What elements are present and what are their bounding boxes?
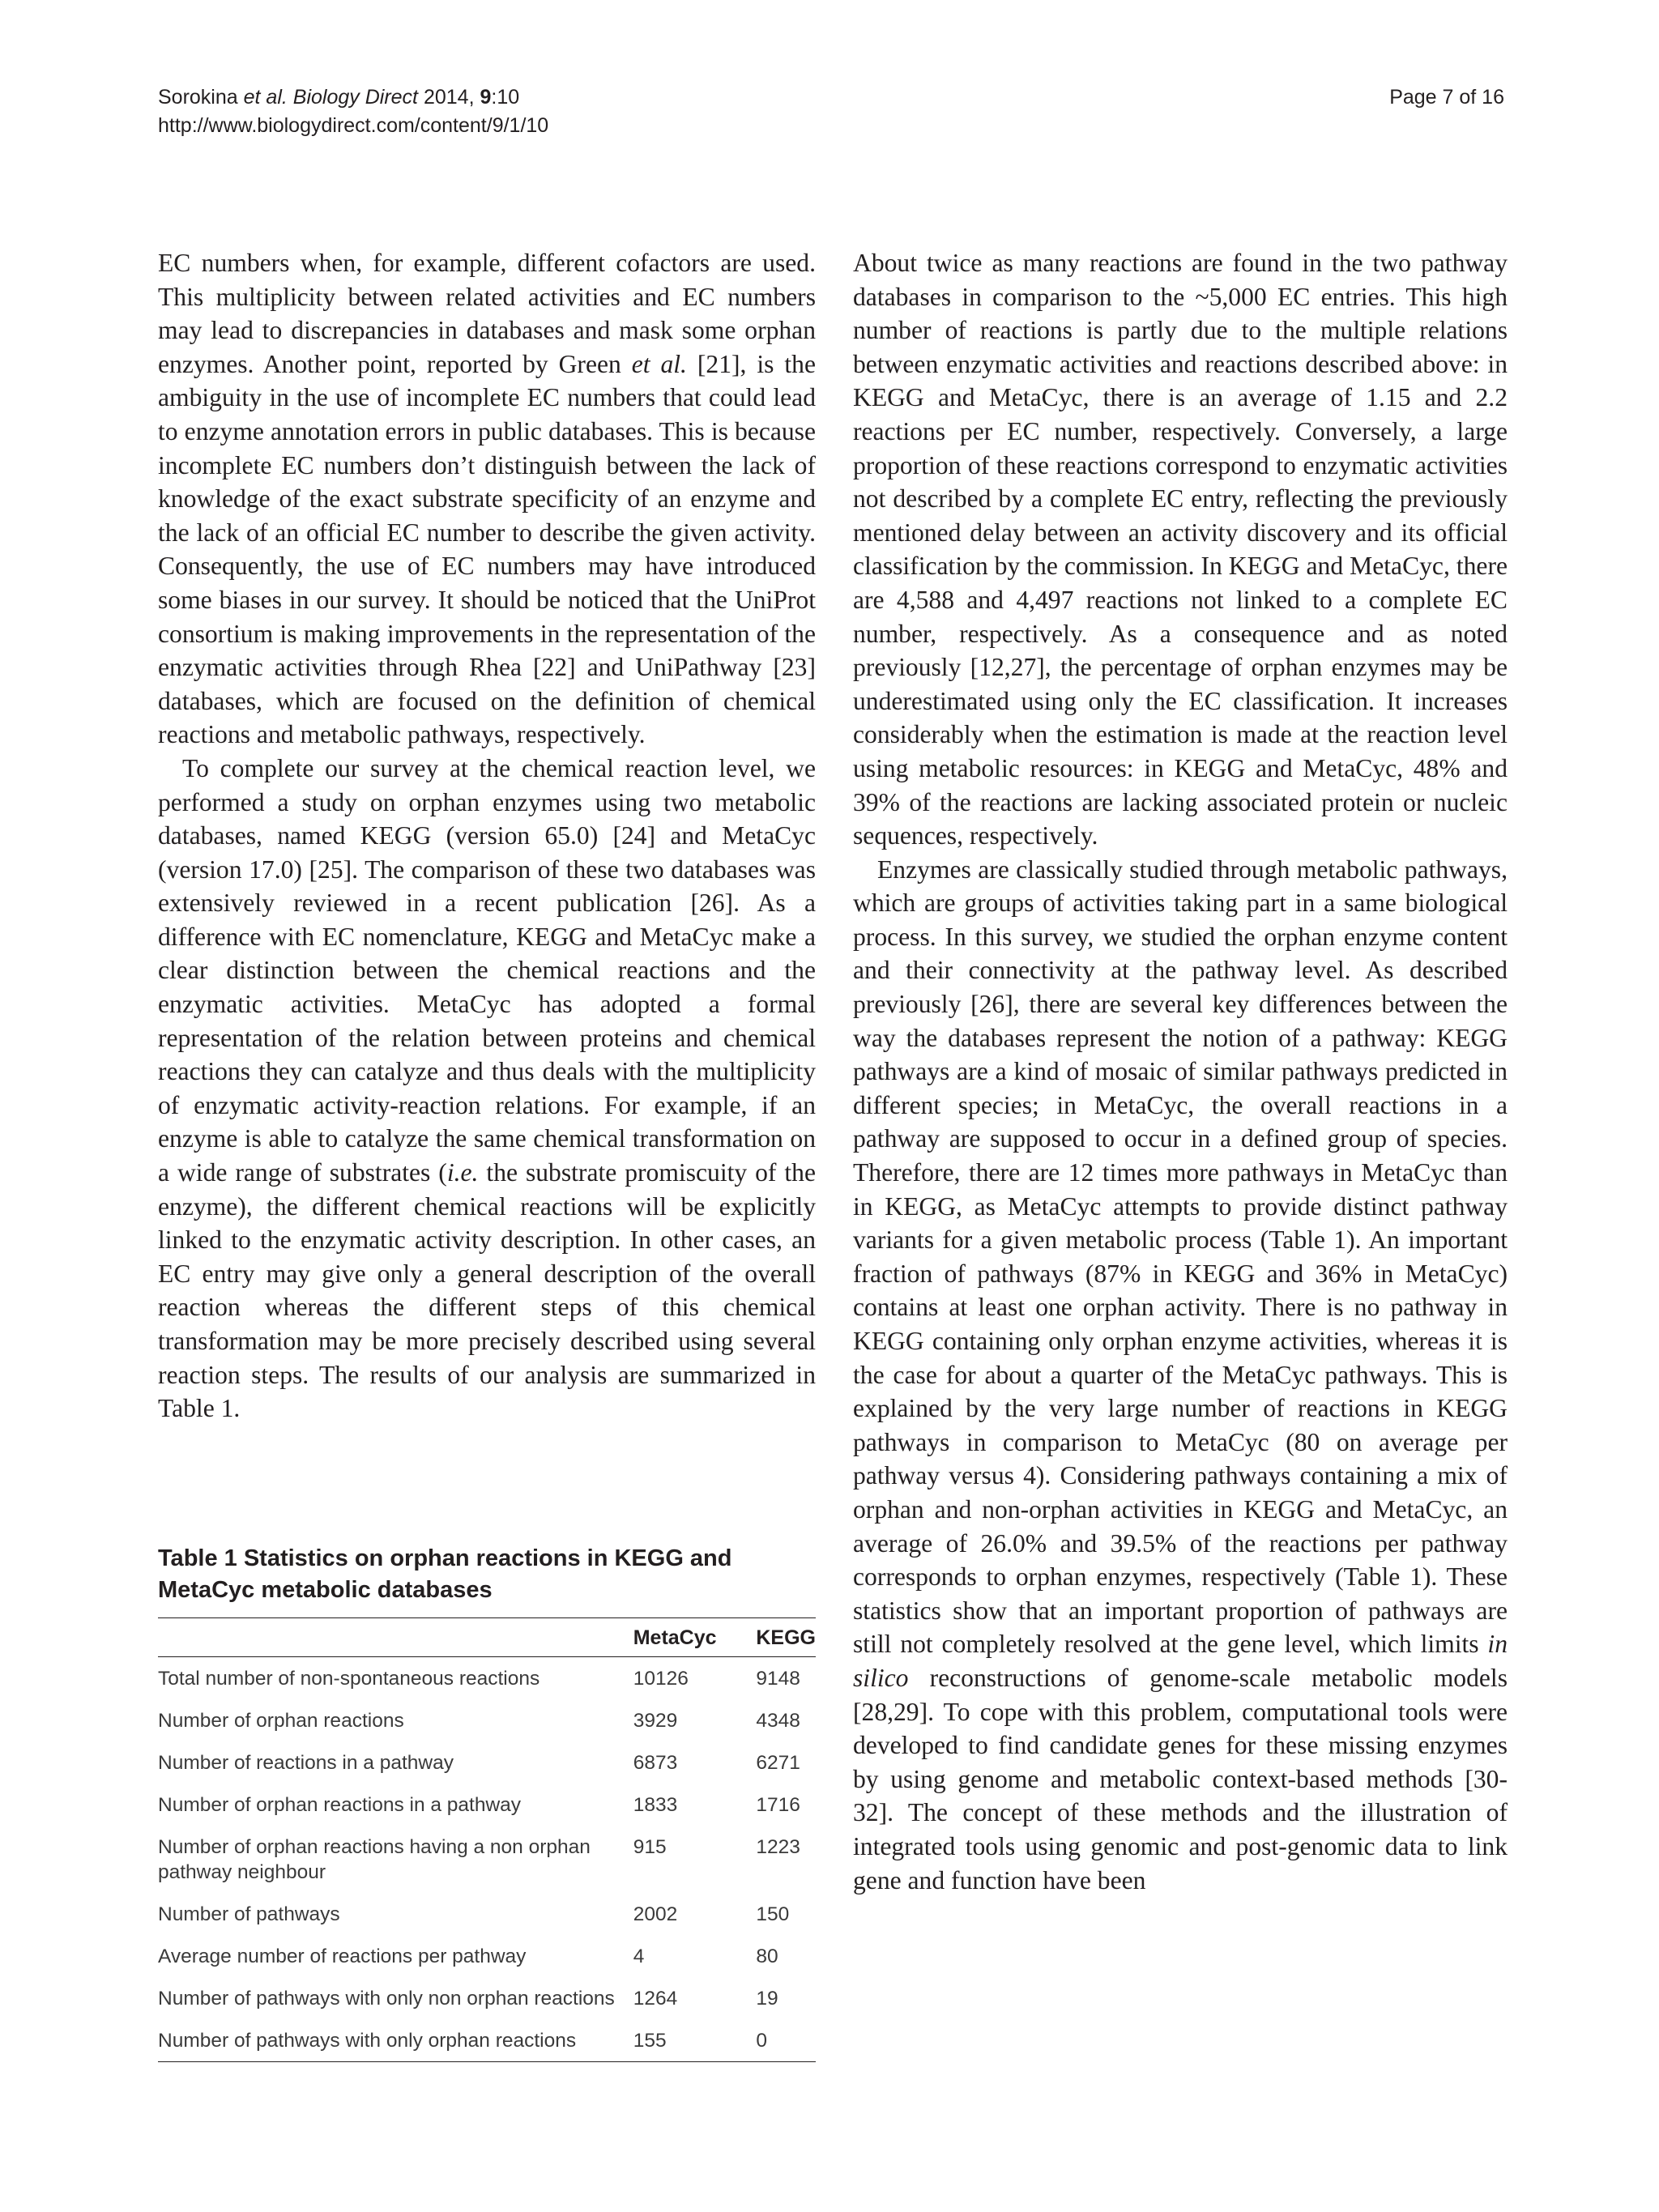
kegg-value: 19 [756,1988,778,2010]
table-row [158,1826,816,1893]
kegg-value: 150 [756,1903,790,1925]
metacyc-value: 10126 [633,1668,689,1690]
right-paragraph-1: About twice as many reactions are found in the two pathway databases in comparison to the ~5,000 EC entries. This high number of reactions is partly due to the multiple relations between enzymatic activities and reactions described above: in KEGG and MetaCyc, there is an average of 1.15 and 2.2 reactions per EC number, respectively. Conversely, a large proportion of these reactions correspond to enzymatic activities not described by a complete EC entry, reflecting the previously mentioned delay between an activity discovery and its official classification by the commission. In KEGG and MetaCyc, there are 4,588 and 4,497 reactions not linked to a complete EC number, respectively. As a consequence and as noted previously [12,27], the percentage of orphan enzymes may be underestimated using only the EC classification. It increases considerably when the estimation is made at the reaction level using metabolic resources: in KEGG and MetaCyc, 48% and 39% of the reactions are lacking associated protein or nucleic sequences, respectively. [853,249,1508,850]
row-label: Number of pathways [158,1903,340,1925]
kegg-value: 80 [756,1946,778,1967]
text-run: [21], is the ambiguity in the use of incomplete EC numbers that could lead to enzyme annotation errors in public databases. This is because incomplete EC numbers don’t distinguish between the lack of knowledge of the exact substrate specificity of an enzyme and the lack of an official EC number to describe the given activity. Consequently, the use of EC numbers may have introduced some biases in our survey. It should be noticed that the UniProt consortium is making improvements in the representation of the enzymatic activities through Rhea [22] and UniPathway [23] databases, which are focused on the definition of chemical reactions and metabolic pathways, respectively. [158,349,816,749]
kegg-value: 9148 [756,1668,800,1690]
kegg-value: 4348 [756,1710,800,1732]
text-run-italic: et al. [631,349,687,378]
volume: 9 [480,86,492,109]
kegg-value: 1716 [756,1794,800,1816]
metacyc-value: 155 [633,2019,757,2062]
table-row [158,1741,816,1784]
metacyc-value: 1833 [633,1794,678,1816]
header-kegg: KEGG [756,1618,816,1657]
kegg-value: 1223 [756,1836,800,1858]
table-row [158,1977,816,2019]
left-paragraph-2 [158,752,816,1426]
table-1 [158,1543,816,2062]
year: 2014, [423,86,475,109]
et-al: et al. [243,86,288,109]
citation-line [158,83,548,112]
right-paragraph-2 [853,853,1508,1897]
table-row [158,1893,816,1935]
row-label: Number of reactions in a pathway [158,1752,454,1774]
table-row [158,1699,816,1741]
table-row [158,1784,816,1826]
left-column [158,246,816,1426]
citation [158,83,548,140]
metacyc-value: 3929 [633,1710,678,1732]
text-run-italic: in silico [853,1630,1508,1692]
table-header-row [158,1618,816,1657]
table-row [158,1657,816,1700]
article-number: :10 [491,86,520,109]
row-label: Total number of non-spontaneous reactions [158,1668,540,1690]
header-metacyc: MetaCyc [633,1618,757,1657]
table-caption: Table 1 Statistics on orphan reactions in KEGG and MetaCyc metabolic databases [158,1545,732,1603]
metacyc-value: 6873 [633,1752,678,1774]
right-column [853,246,1508,1897]
row-label: Number of orphan reactions in a pathway [158,1794,522,1816]
metacyc-value: 915 [633,1836,667,1858]
text-run: To complete our survey at the chemical reaction level, we performed a study on orphan enzymes using two metabolic databases, named KEGG (version 65.0) [24] and MetaCyc (version 17.0) [25]. The comparison of these two databases was extensively reviewed in a recent publication [26]. As a difference with EC nomenclature, KEGG and MetaCyc make a clear distinction between the chemical reactions and the enzymatic activities. MetaCyc has adopted a formal representation of the relation between proteins and chemical reactions they can catalyze and thus deals with the multiplicity of enzymatic activity-reaction relations. For example, if an enzyme is able to catalyze the same chemical transformation on a wide range of substrates ( [158,753,816,1187]
text-run: EC numbers when, for example, different cofactors are used. This multiplicity between related activities and EC numbers may lead to discrepancies in databases and mask some orphan enzymes. Another point, reported by Green [158,249,816,378]
row-label: Number of orphan reactions [158,1710,404,1732]
header-label [158,1618,633,1657]
text-run-italic: i.e. [446,1158,479,1187]
author: Sorokina [158,86,238,109]
text-run: Enzymes are classically studied through metabolic pathways, which are groups of activities taking part in a same biological process. In this survey, we studied the orphan enzyme content and their connectivity at the pathway level. As described previously [26], there are several key differences between the way the databases represent the notion of a pathway: KEGG pathways are a kind of mosaic of similar pathways predicted in different species; in MetaCyc, the overall reactions in a pathway are supposed to occur in a defined group of species. Therefore, there are 12 times more pathways in MetaCyc than in KEGG, as MetaCyc attempts to provide distinct pathway variants for a given metabolic process (Table 1). An important fraction of pathways (87% in KEGG and 36% in MetaCyc) contains at least one orphan activity. There is no pathway in KEGG containing only orphan enzyme activities, whereas it is the case for about a quarter of the MetaCyc pathways. This is explained by the very large number of reactions in KEGG pathways in comparison to MetaCyc (80 on average per pathway versus 4). Considering pathways containing a mix of orphan and non-orphan activities in KEGG and MetaCyc, an average of 26.0% and 39.5% of the reactions per pathway corresponds to orphan enzymes, respectively (Table 1). These statistics show that an important proportion of pathways are still not completely resolved at the gene level, which limits [853,855,1508,1659]
page-number: Page 7 of 16 [1389,86,1504,109]
row-label: Average number of reactions per pathway [158,1946,527,1967]
article-url[interactable]: http://www.biologydirect.com/content/9/1/10 [158,114,549,137]
table-row [158,2019,816,2062]
table-row [158,1935,816,1977]
metacyc-value: 1264 [633,1988,678,2010]
text-run: reconstructions of genome-scale metabolic models [28,29]. To cope with this problem, computational tools were developed to find candidate genes for these missing enzymes by using genome and metabolic context-based methods [30-32]. The concept of these methods and the illustration of integrated tools using genomic and post-genomic data to link gene and function have been [853,1663,1508,1894]
row-label: Number of pathways with only non orphan reactions [158,1988,615,2010]
text-run: the substrate promiscuity of the enzyme), the different chemical reactions will be explicitly linked to the enzymatic activity description. In other cases, an EC entry may give only a general description of the overall reaction whereas the different steps of this chemical transformation may be more precisely described using several reaction steps. The results of our analysis are summarized in Table 1. [158,1158,817,1423]
journal-name: Biology Direct [292,86,419,109]
kegg-value: 0 [756,2019,816,2062]
row-label: Number of pathways with only orphan reactions [158,2019,633,2062]
kegg-value: 6271 [756,1752,800,1774]
statistics-table [158,1617,816,2062]
metacyc-value: 2002 [633,1903,678,1925]
row-label: Number of orphan reactions having a non orphan pathway neighbour [158,1836,591,1883]
left-paragraph-1 [158,246,816,752]
metacyc-value: 4 [633,1946,645,1967]
